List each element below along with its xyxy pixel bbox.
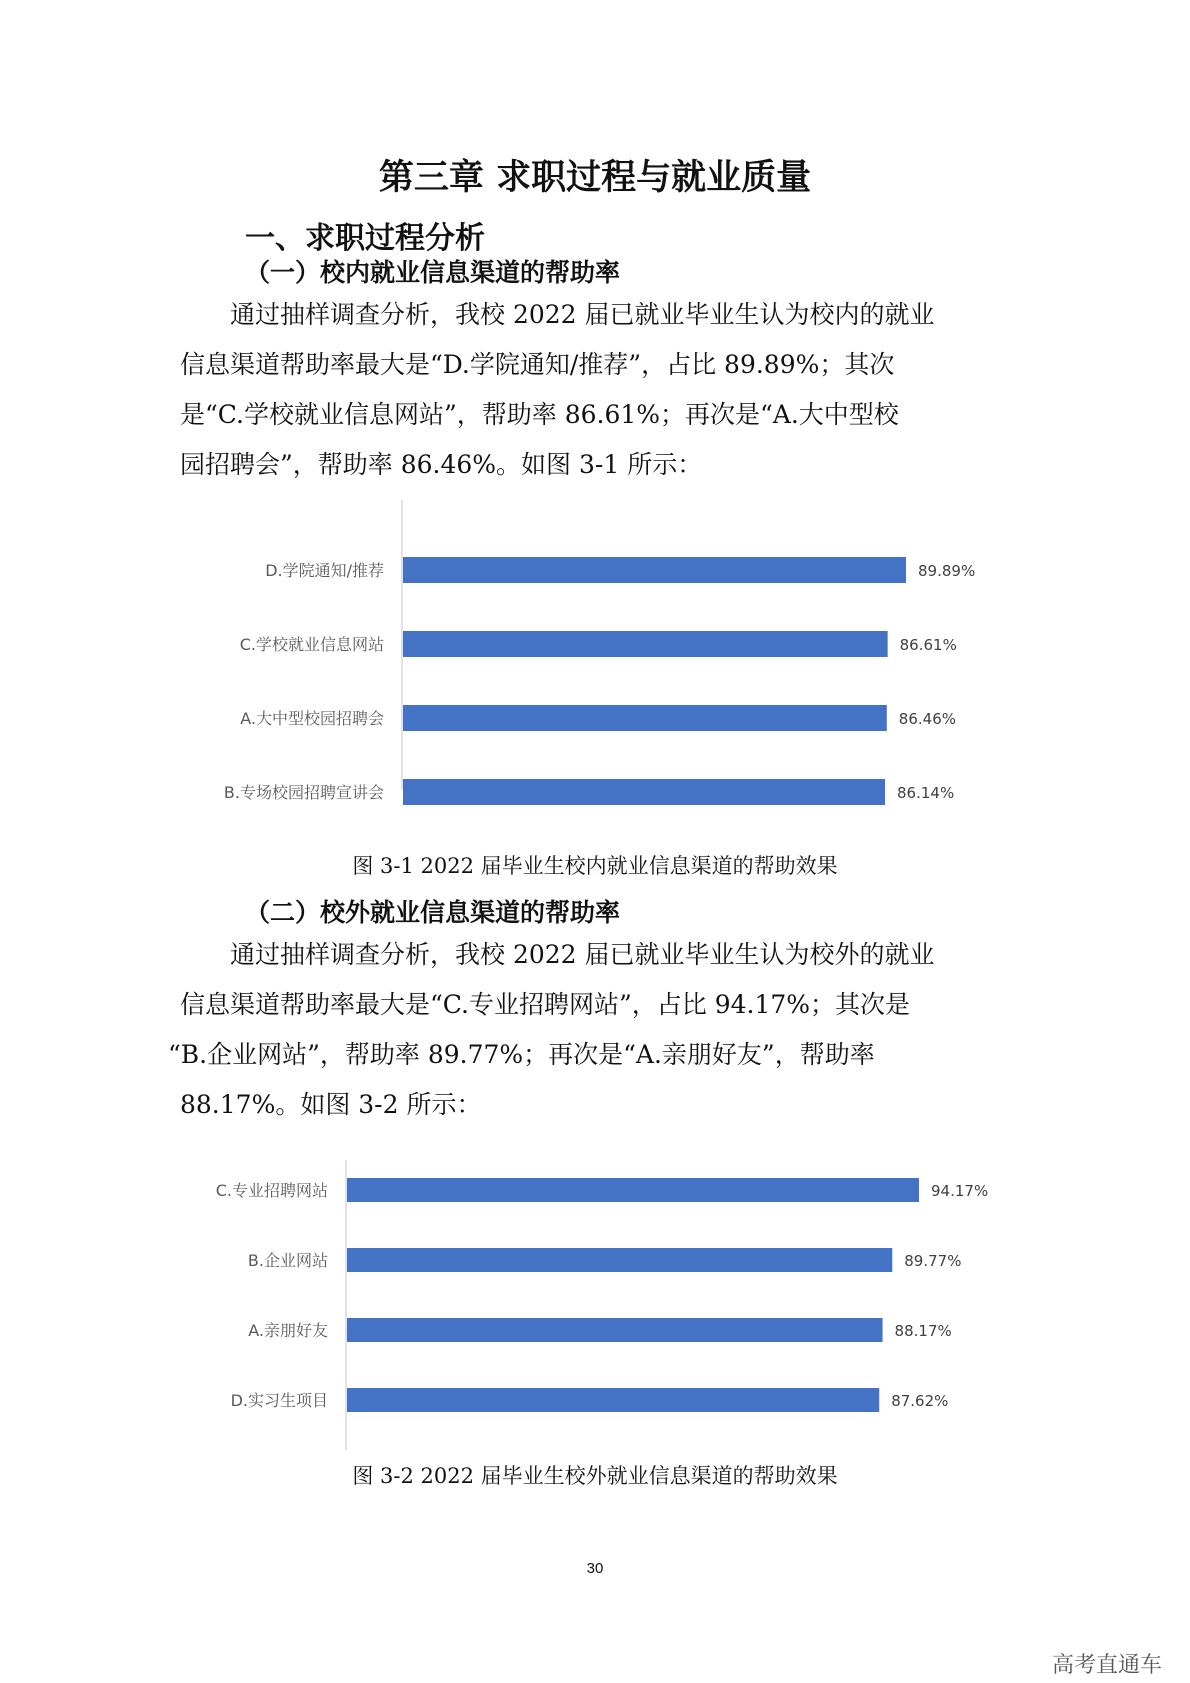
paragraph-line: 通过抽样调查分析，我校 2022 届已就业毕业生认为校内的就业 [230, 300, 935, 329]
chart-data-label: 89.89% [918, 562, 976, 580]
chart-bar [403, 779, 885, 805]
paragraph-line: 信息渠道帮助率最大是“D.学院通知/推荐”，占比 89.89%；其次 [180, 350, 895, 379]
chart-category-label: D.实习生项目 [230, 1391, 328, 1410]
chart-data-label: 89.77% [904, 1252, 962, 1270]
chart-bar [347, 1178, 919, 1202]
subsection-title-2: （二）校外就业信息渠道的帮助率 [245, 898, 621, 927]
chart-bar [403, 631, 888, 657]
chapter-title: 第三章 求职过程与就业质量 [378, 158, 812, 198]
chart-data-label: 87.62% [891, 1392, 949, 1410]
chart-category-label: A.大中型校园招聘会 [240, 709, 384, 728]
chart-category-label: B.专场校园招聘宣讲会 [223, 783, 384, 802]
paragraph-line: 通过抽样调查分析，我校 2022 届已就业毕业生认为校外的就业 [230, 940, 935, 969]
chart-category-label: C.专业招聘网站 [215, 1181, 328, 1200]
chart-2 [0, 1160, 1190, 1450]
chart-category-label: D.学院通知/推荐 [265, 561, 384, 580]
chart-data-label: 86.46% [898, 710, 957, 728]
chart-1 [0, 500, 1190, 802]
chart-category-label: C.学校就业信息网站 [239, 635, 384, 654]
section-title: 一、求职过程分析 [245, 221, 485, 256]
paragraph-line: 88.17%。如图 3-2 所示： [180, 1090, 482, 1119]
paragraph-line: 是“C.学校就业信息网站”，帮助率 86.61%；再次是“A.大中型校 [180, 400, 899, 429]
chart-1-svg [0, 500, 1190, 802]
chart-bar [347, 1248, 892, 1272]
paragraph-line: 信息渠道帮助率最大是“C.专业招聘网站”，占比 94.17%；其次是 [180, 990, 911, 1019]
paragraph-line: 园招聘会”，帮助率 86.46%。如图 3-1 所示： [180, 450, 703, 479]
chart-data-label: 88.17% [894, 1322, 952, 1340]
chart-data-label: 94.17% [931, 1182, 989, 1200]
chart-bar [403, 557, 906, 583]
chart-bar [403, 705, 887, 731]
chart-category-label: B.企业网站 [247, 1251, 328, 1270]
page-number: 30 [586, 1560, 604, 1577]
chart-2-svg [0, 1160, 1190, 1450]
chart-category-label: A.亲朋好友 [248, 1321, 328, 1340]
figure-caption-2: 图 3-2 2022 届毕业生校外就业信息渠道的帮助效果 [352, 1464, 838, 1488]
subsection-title-1: （一）校内就业信息渠道的帮助率 [245, 258, 621, 287]
watermark: 高考直通车 [1051, 1653, 1162, 1678]
chart-data-label: 86.61% [899, 636, 957, 654]
chart-bar [347, 1318, 883, 1342]
paragraph-2 [168, 930, 1010, 1130]
chart-bar [347, 1388, 879, 1412]
chart-data-label: 86.14% [897, 784, 955, 802]
paragraph-1 [180, 290, 1010, 490]
paragraph-line: “B.企业网站”，帮助率 89.77%；再次是“A.亲朋好友”，帮助率 [168, 1040, 875, 1069]
figure-caption-1: 图 3-1 2022 届毕业生校内就业信息渠道的帮助效果 [352, 854, 838, 878]
